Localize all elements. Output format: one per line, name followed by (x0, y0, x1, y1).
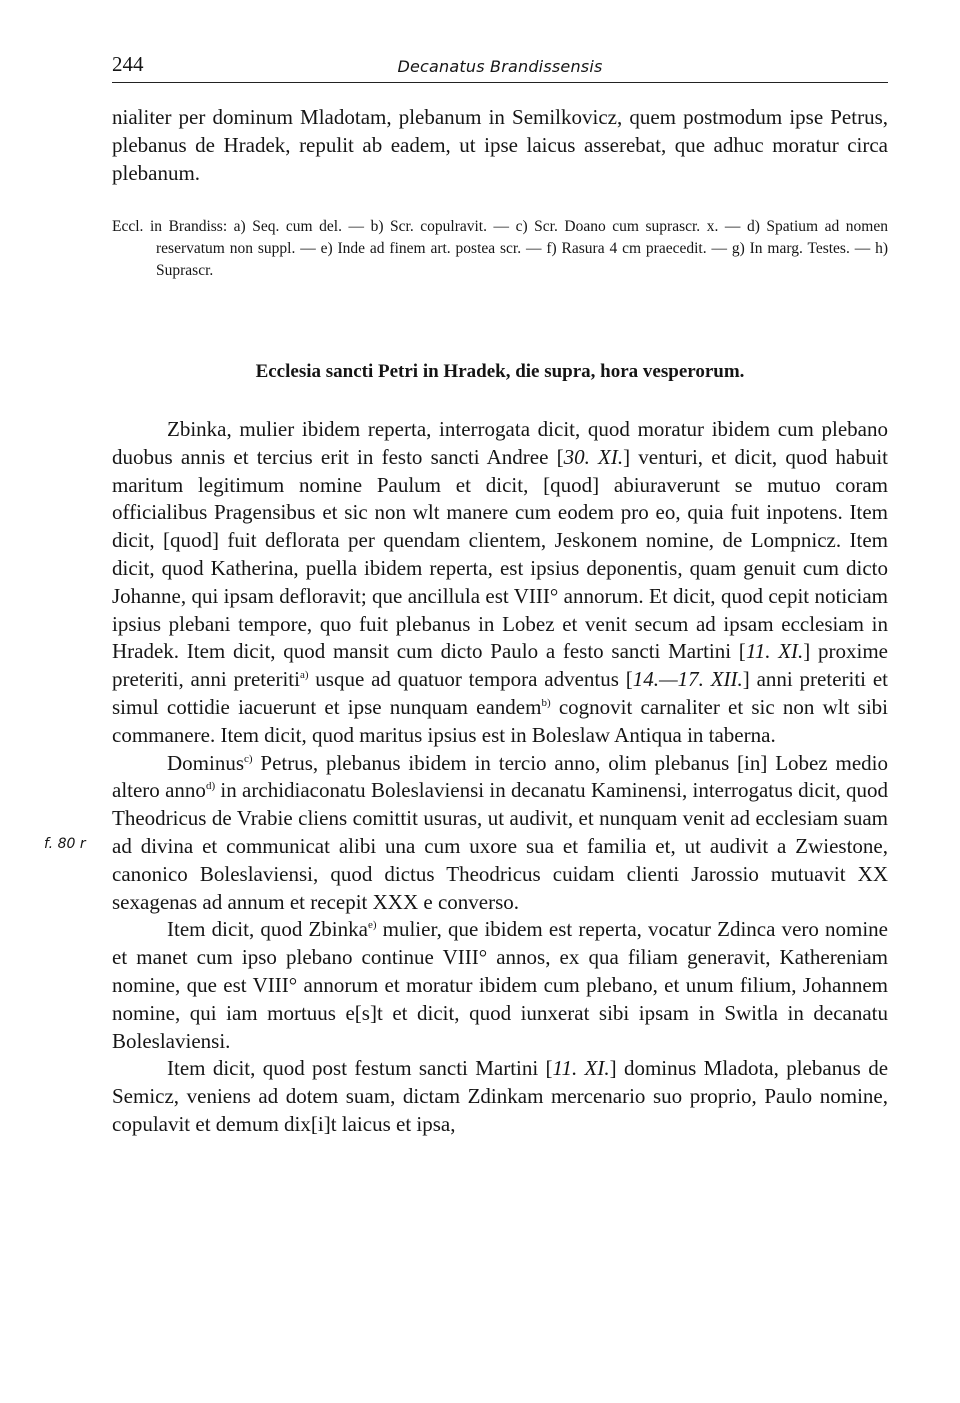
date-note: 11. XI. (745, 639, 804, 664)
paragraph-text: Petrus, plebanus ibidem in tercio anno, olim plebanus [in] Lobez medio altero anno (112, 750, 888, 803)
footnote-marker: d) (205, 780, 216, 793)
section-heading: Ecclesia sancti Petri in Hradek, die supra, hora vesperorum. (255, 361, 745, 382)
textual-note-text: Eccl. in Brandiss: a) Seq. cum del. — b) Scr. copulravit. — c) Scr. Doano cum suprascr. x. — d) Spatium ad nomen reservatum non suppl. — e) Inde ad finem art. postea scr. — f) Rasura 4 cm praecedit. — g) In marg. Testes. — h) Suprascr. (112, 218, 888, 279)
paragraph-text: ] proxime preteriti, anni preteriti (112, 639, 888, 692)
page-number: 244 (112, 52, 144, 76)
paragraph-text: Zbinka, mulier ibidem reperta, interrogata dicit, quod moratur ibidem cum plebano duobus annis et tercius erit in festo sancti Andree [ (112, 417, 888, 469)
paragraph-text: usque ad quatuor tempora adventus [ (308, 667, 633, 692)
section-body (112, 416, 888, 1139)
paragraph-text: in archidiaconatu Boleslaviensi in decanatu Kaminensi, interrogatus dicit, quod Theodricus de Vrabie cliens comittit usuras, ut audivit, et nunquam venit ad ecclesiam suam ad divina et communicat alibi una cum uxore sua et familia et, ut audivit a Zwiestone, canonico Boleslaviensi, quod dictus Theodricus cuidam clienti Jarossio mutuavit XX sexagenas ad annum et recepit XXX e converso. (112, 778, 889, 914)
paragraph-text: ] anni preteriti et simul cottidie iacuerunt et ipse nunquam eandem (112, 667, 888, 719)
page-header (112, 52, 888, 83)
folio-marginal-note: f. 80 r (44, 836, 86, 852)
paragraph-text: ] venturi, et dicit, quod habuit maritum legitimum nomine Paulum et dicit, [quod] abiuraverunt se mutuo coram officialibus Pragensibus et sic non wlt manere cum eodem pro eo, quia fuit inpotens. Item dicit, [quod] fuit deflorata per quendam clientem, Jeskonem nomine, de Lompnicz. Item dicit, quod Katherina, puella ibidem reperta, est ipsius deponentis, quam genuit cum dicto Johanne, qui ipsam defloravit; que ancillula est VIII° annorum. Et dicit, quod cepit noticiam ipsius plebani tempore, quo fuit plebanus in Lobez et venit secum ad ipsam ecclesiam in Hradek. Item dicit, quod mansit cum dicto Paulo a festo sancti Martini [ (112, 444, 888, 664)
footnote-marker: a) (299, 669, 309, 682)
paragraph-4 (112, 1055, 888, 1138)
running-title: Decanatus Brandissensis (397, 57, 603, 76)
date-note: 11. XI. (552, 1056, 610, 1081)
carryover-paragraph: nialiter per dominum Mladotam, plebanum in Semilkovicz, quem postmodum ipse Petrus, plebanus de Hradek, repulit ab eadem, ut ipse laicus asserebat, que adhuc moratur circa plebanum. (112, 105, 888, 185)
carryover-paragraph-block (112, 103, 888, 187)
paragraph-text: Dominus (167, 750, 245, 775)
paragraph-text: cognovit carnaliter et sic non wlt sibi commanere. Item dicit, quod maritus ipsius est in Boleslaw Antiqua in taberna. (112, 694, 889, 747)
footnote-marker: b) (541, 696, 551, 709)
paragraph-text: Item dicit, quod post festum sancti Martini [ (167, 1056, 553, 1081)
date-note: 30. XI. (563, 444, 624, 469)
paragraph-1 (112, 416, 888, 750)
paragraph-text: ] dominus Mladota, plebanus de Semicz, veniens ad dotem suam, dictam Zdinkam mercenario suo proprio, Paulo nomine, copulavit et demum dix[i]t laicus et ipsa, (112, 1056, 889, 1136)
footnote-marker: e) (367, 919, 377, 932)
paragraph-2 (112, 750, 888, 917)
textual-notes (112, 216, 888, 282)
paragraph-text: Item dicit, quod Zbinka (167, 917, 368, 942)
paragraph-text: mulier, que ibidem est reperta, vocatur Zdinca vero nomine et manet cum ipso plebano continue VIII° annos, ex qua filiam generavit, Kathereniam nomine, que est VIII° annorum et moratur ibidem cum plebano, et unum filium, Johannem nomine, qui iam mortuus e[s]t et dicit, quod iunxerat sibi ipsam in Switla in decanatu Boleslaviensi. (112, 917, 889, 1053)
date-note: 14.—17. XII. (632, 667, 743, 692)
paragraph-3 (112, 916, 888, 1055)
footnote-marker: c) (244, 752, 253, 765)
